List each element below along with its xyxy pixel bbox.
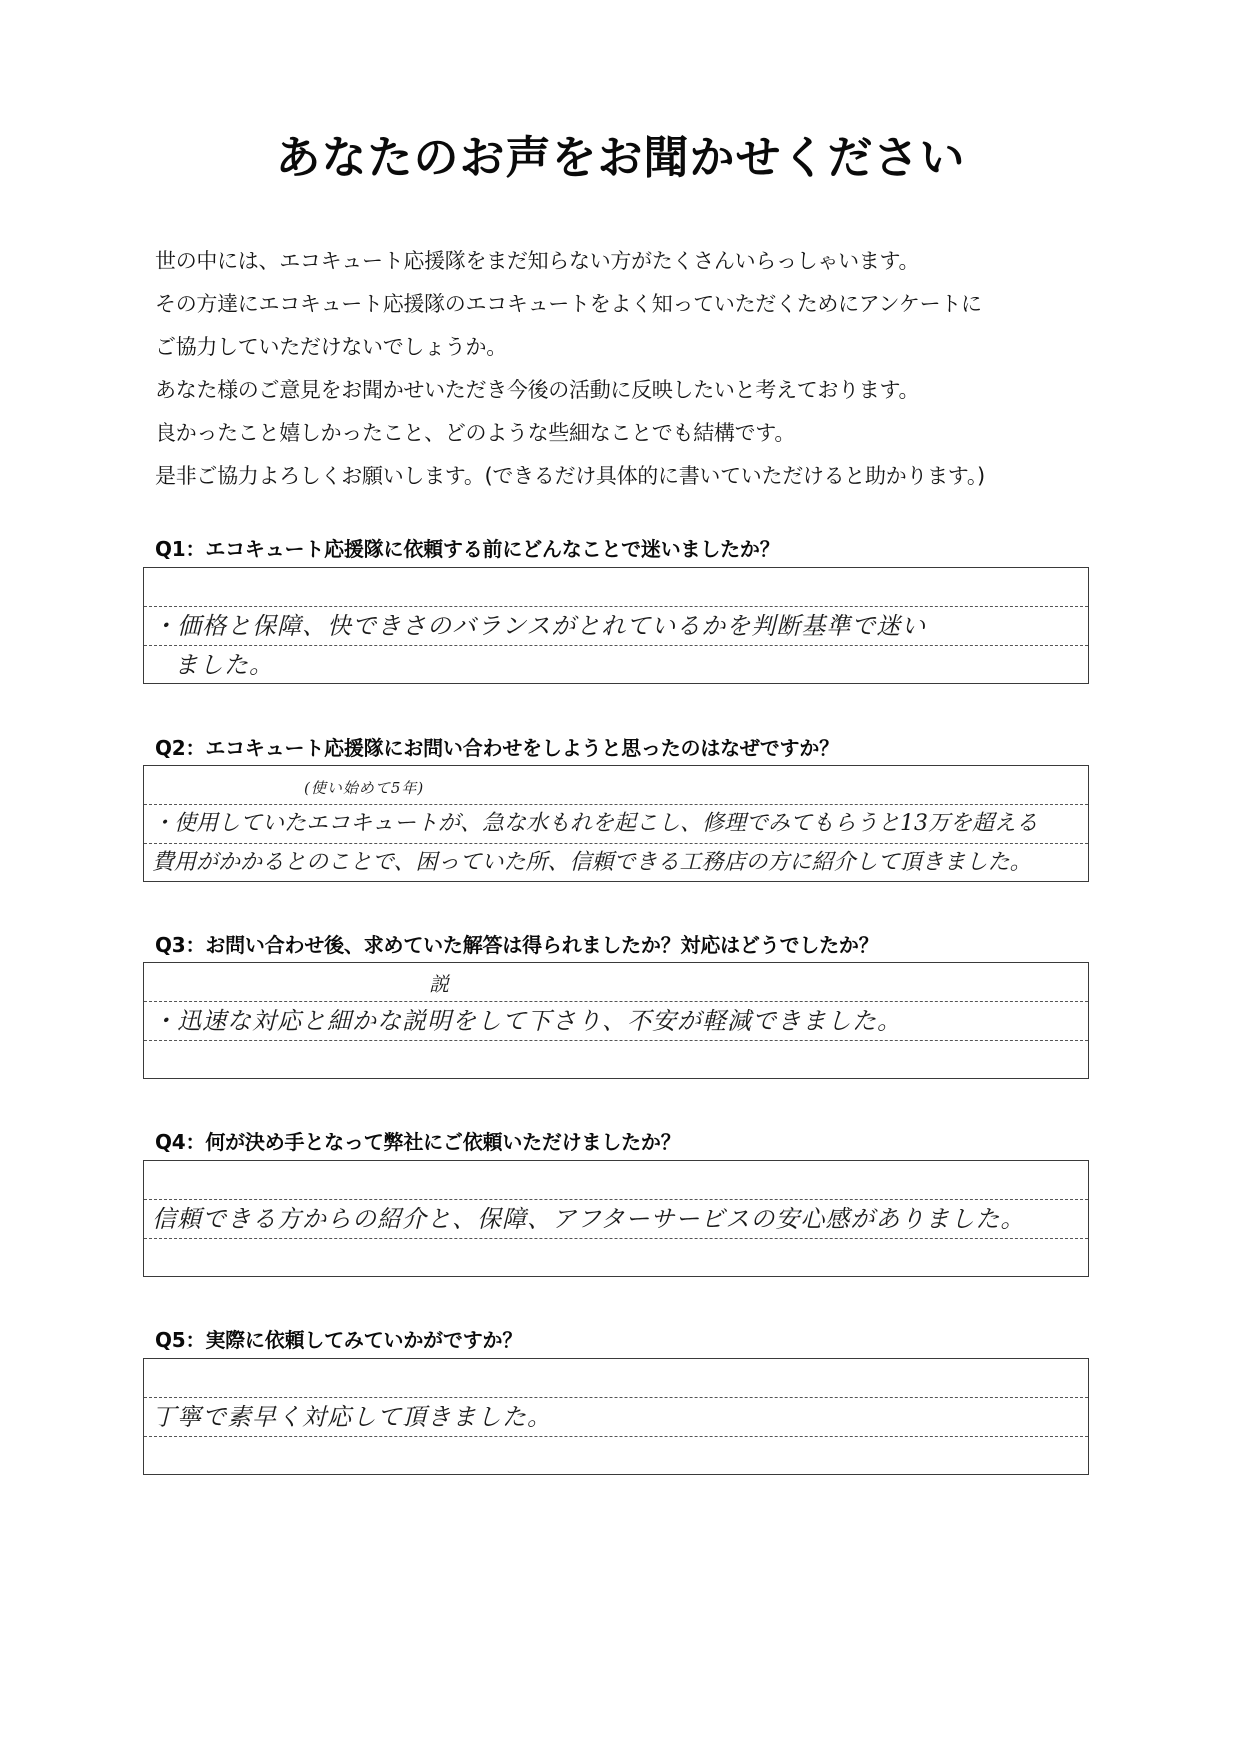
answer-line-3: 費用がかかるとのことで、困っていた所、信頼できる工務店の方に紹介して頂きました。 bbox=[152, 850, 1032, 875]
dashed-rule bbox=[144, 843, 1088, 844]
question-4-label: Q4：何が決め手となって弊社にご依頼いただけましたか？ bbox=[155, 1130, 681, 1154]
answer-annotation: (使い始めて5年) bbox=[304, 779, 425, 797]
question-1-label: Q1：エコキュート応援隊に依頼する前にどんなことで迷いましたか？ bbox=[155, 537, 780, 561]
answer-box-q4[interactable] bbox=[143, 1160, 1089, 1277]
dashed-rule bbox=[144, 606, 1088, 607]
page-title: あなたのお声をお聞かせください bbox=[275, 131, 966, 184]
answer-line-2: ・迅速な対応と細かな説明をして下さり、不安が軽減できました。 bbox=[152, 1007, 902, 1035]
answer-annotation: 説 bbox=[429, 972, 450, 996]
answer-box-q1[interactable] bbox=[143, 567, 1089, 684]
intro-line: あなた様のご意見をお聞かせいただき今後の活動に反映したいと考えております。 bbox=[155, 378, 920, 402]
answer-line-2: ・価格と保障、快できさのバランスがとれているかを判断基準で迷い bbox=[152, 612, 927, 640]
intro-line: 良かったこと嬉しかったこと、どのような些細なことでも結構です。 bbox=[155, 421, 796, 445]
intro-line: ご協力していただけないでしょうか。 bbox=[155, 335, 507, 359]
dashed-rule bbox=[144, 1001, 1088, 1002]
intro-line: 是非ご協力よろしくお願いします。(できるだけ具体的に書いていただけると助かります。) bbox=[155, 464, 985, 488]
answer-line-2: 信頼できる方からの紹介と、保障、アフターサービスの安心感がありました。 bbox=[152, 1205, 1026, 1233]
intro-line: 世の中には、エコキュート応援隊をまだ知らない方がたくさんいらっしゃいます。 bbox=[155, 249, 920, 273]
dashed-rule bbox=[144, 1397, 1088, 1398]
intro-line: その方達にエコキュート応援隊のエコキュートをよく知っていただくためにアンケートに bbox=[155, 292, 982, 316]
answer-box-q2[interactable] bbox=[143, 765, 1089, 882]
answer-box-q3[interactable] bbox=[143, 962, 1089, 1079]
intro-text bbox=[155, 240, 1115, 498]
answer-line-3: ました。 bbox=[174, 651, 274, 679]
answer-box-q5[interactable] bbox=[143, 1358, 1089, 1475]
answer-line-2: ・使用していたエコキュートが、急な水もれを起こし、修理でみてもらうと13万を超える bbox=[152, 811, 1038, 836]
dashed-rule bbox=[144, 645, 1088, 646]
dashed-rule bbox=[144, 1040, 1088, 1041]
question-3-label: Q3：お問い合わせ後、求めていた解答は得られましたか？対応はどうでしたか？ bbox=[155, 933, 879, 957]
question-2-label: Q2：エコキュート応援隊にお問い合わせをしようと思ったのはなぜですか？ bbox=[155, 736, 839, 760]
dashed-rule bbox=[144, 804, 1088, 805]
dashed-rule bbox=[144, 1436, 1088, 1437]
dashed-rule bbox=[144, 1238, 1088, 1239]
question-5-label: Q5：実際に依頼してみていかがですか？ bbox=[155, 1328, 523, 1352]
dashed-rule bbox=[144, 1199, 1088, 1200]
answer-line-2: 丁寧で素早く対応して頂きました。 bbox=[152, 1403, 552, 1431]
